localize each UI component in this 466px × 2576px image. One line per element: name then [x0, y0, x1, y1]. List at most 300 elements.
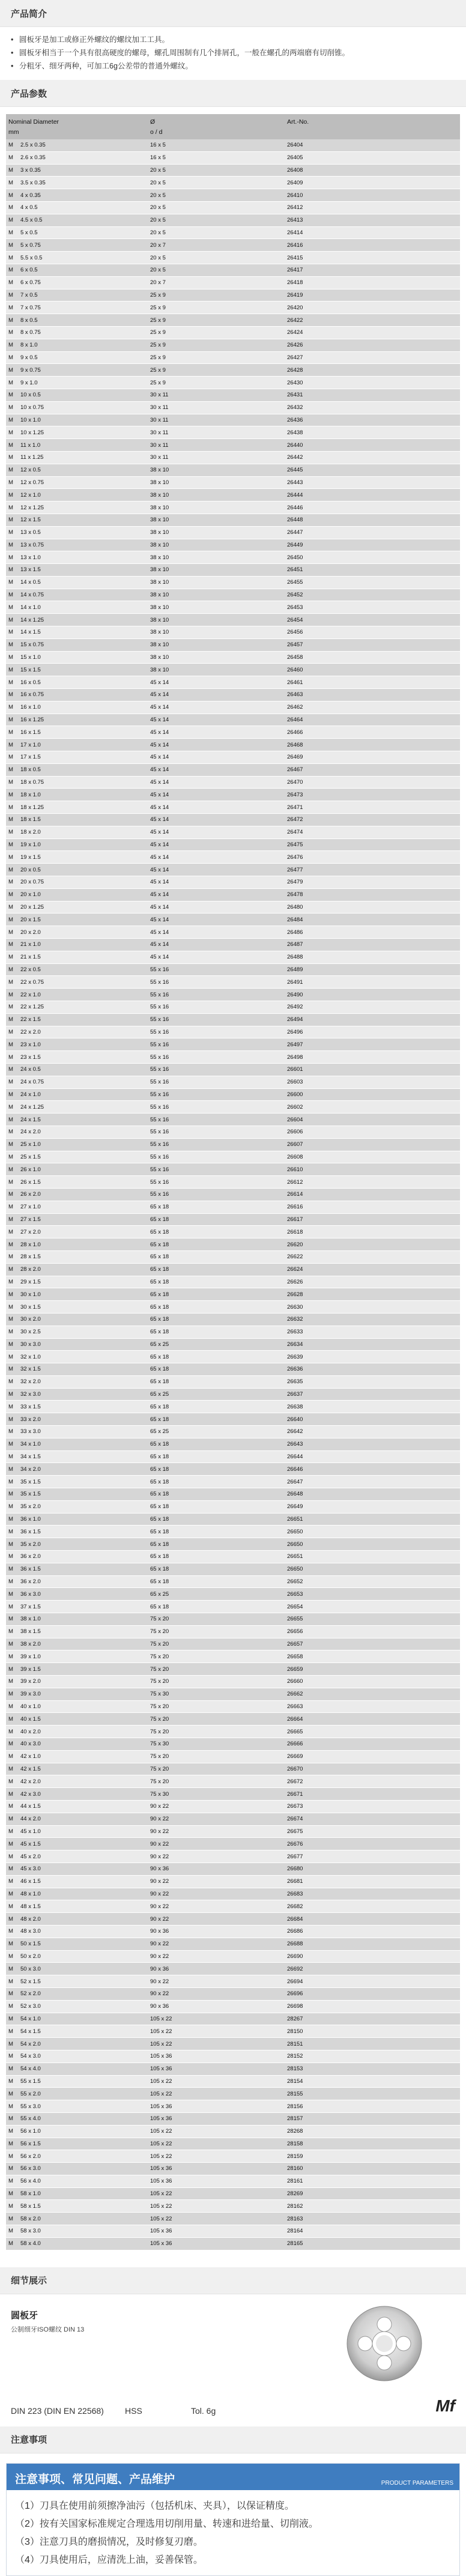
cell-od: 90 x 22 — [150, 1941, 169, 1948]
cell-art-no: 26474 — [287, 829, 303, 836]
cell-od: 90 x 22 — [150, 1903, 169, 1910]
cell-od: 55 x 16 — [150, 1191, 169, 1198]
cell-thread-type: M — [8, 1578, 13, 1586]
col-header-dia-symbol: Ø — [150, 118, 156, 126]
section-title: 产品参数 — [11, 88, 47, 99]
cell-nominal-size: 54 x 1.5 — [20, 2028, 41, 2035]
cell-od: 65 x 18 — [150, 1204, 169, 1211]
cell-art-no: 26630 — [287, 1303, 303, 1311]
cell-art-no: 26418 — [287, 279, 303, 286]
cell-art-no: 26637 — [287, 1391, 303, 1398]
cell-od: 30 x 11 — [150, 429, 169, 436]
cell-thread-type: M — [8, 1228, 13, 1235]
table-row — [6, 214, 460, 227]
cell-nominal-size: 56 x 2.0 — [20, 2153, 41, 2160]
cell-od: 38 x 10 — [150, 467, 169, 474]
table-row — [6, 1089, 460, 1102]
cell-nominal-size: 32 x 3.0 — [20, 1391, 41, 1398]
table-row — [6, 1701, 460, 1714]
cell-od: 65 x 18 — [150, 1553, 169, 1560]
cell-nominal-size: 34 x 2.0 — [20, 1465, 41, 1473]
cell-thread-type: M — [8, 1204, 13, 1211]
cell-art-no: 28154 — [287, 2077, 303, 2085]
table-row — [6, 1963, 460, 1975]
cell-art-no: 28159 — [287, 2153, 303, 2160]
cell-thread-type: M — [8, 679, 13, 686]
cell-art-no: 26470 — [287, 779, 303, 786]
cell-od: 90 x 22 — [150, 1953, 169, 1960]
cell-od: 45 x 14 — [150, 691, 169, 699]
notice-subtitle: PRODUCT PARAMETERS — [381, 2479, 453, 2487]
cell-thread-type: M — [8, 2077, 13, 2085]
cell-od: 90 x 36 — [150, 1965, 169, 1972]
cell-art-no: 26674 — [287, 1816, 303, 1823]
cell-nominal-size: 42 x 3.0 — [20, 1790, 41, 1798]
cell-thread-type: M — [8, 1341, 13, 1348]
cell-thread-type: M — [8, 1503, 13, 1511]
cell-thread-type: M — [8, 1166, 13, 1173]
table-row — [6, 1538, 460, 1551]
cell-thread-type: M — [8, 1840, 13, 1847]
cell-thread-type: M — [8, 779, 13, 786]
cell-nominal-size: 44 x 2.0 — [20, 1816, 41, 1823]
section-title: 产品简介 — [11, 8, 47, 19]
table-row — [6, 502, 460, 514]
cell-nominal-size: 35 x 2.0 — [20, 1541, 41, 1548]
cell-nominal-size: 27 x 2.0 — [20, 1228, 41, 1235]
cell-nominal-size: 24 x 2.0 — [20, 1129, 41, 1136]
table-row — [6, 964, 460, 977]
cell-thread-type: M — [8, 1978, 13, 1985]
cell-thread-type: M — [8, 2003, 13, 2010]
cell-nominal-size: 58 x 2.0 — [20, 2215, 41, 2222]
table-row — [6, 1888, 460, 1901]
cell-art-no: 26414 — [287, 229, 303, 236]
cell-art-no: 26472 — [287, 816, 303, 823]
cell-thread-type: M — [8, 1353, 13, 1360]
cell-nominal-size: 3.5 x 0.35 — [20, 179, 46, 186]
cell-thread-type: M — [8, 604, 13, 611]
cell-thread-type: M — [8, 991, 13, 998]
cell-art-no: 26468 — [287, 741, 303, 748]
cell-art-no: 26490 — [287, 991, 303, 998]
cell-od: 25 x 9 — [150, 366, 166, 374]
cell-nominal-size: 14 x 0.75 — [20, 592, 44, 599]
cell-thread-type: M — [8, 166, 13, 174]
col-header-od: o / d — [150, 129, 163, 136]
notice-item: （1）刀具在使用前须擦净油污（包括机床、夹具），以保证精度。 — [15, 2500, 294, 2511]
cell-nominal-size: 30 x 2.0 — [20, 1316, 41, 1323]
table-row — [6, 1551, 460, 1563]
table-row — [6, 1913, 460, 1926]
cell-nominal-size: 18 x 1.25 — [20, 804, 44, 811]
cell-thread-type: M — [8, 179, 13, 186]
cell-art-no: 26428 — [287, 366, 303, 374]
cell-od: 65 x 18 — [150, 1241, 169, 1248]
cell-nominal-size: 2.6 x 0.35 — [20, 154, 46, 162]
cell-thread-type: M — [8, 1890, 13, 1897]
cell-od: 105 x 36 — [150, 2103, 172, 2110]
cell-art-no: 28155 — [287, 2090, 303, 2097]
table-row — [6, 601, 460, 614]
table-row — [6, 277, 460, 289]
cell-od: 20 x 5 — [150, 179, 166, 186]
cell-od: 45 x 14 — [150, 841, 169, 849]
cell-thread-type: M — [8, 904, 13, 911]
cell-art-no: 26479 — [287, 879, 303, 886]
table-row — [6, 1613, 460, 1626]
cell-nominal-size: 14 x 1.0 — [20, 604, 41, 611]
cell-thread-type: M — [8, 1728, 13, 1735]
notice-body — [7, 2490, 459, 2575]
cell-art-no: 28150 — [287, 2028, 303, 2035]
cell-art-no: 26446 — [287, 504, 303, 511]
cell-thread-type: M — [8, 1878, 13, 1885]
cell-thread-type: M — [8, 1990, 13, 1998]
table-row — [6, 1401, 460, 1413]
cell-nominal-size: 32 x 1.5 — [20, 1366, 41, 1373]
cell-nominal-size: 14 x 1.5 — [20, 629, 41, 636]
table-row — [6, 914, 460, 926]
table-row — [6, 1201, 460, 1214]
table-row — [6, 1501, 460, 1514]
cell-art-no: 26646 — [287, 1465, 303, 1473]
cell-thread-type: M — [8, 2190, 13, 2198]
table-row — [6, 1688, 460, 1701]
section-header-detail — [0, 2267, 466, 2294]
cell-art-no: 26447 — [287, 529, 303, 536]
cell-thread-type: M — [8, 941, 13, 948]
param-table — [6, 114, 460, 2250]
cell-thread-type: M — [8, 579, 13, 586]
cell-nominal-size: 37 x 1.5 — [20, 1603, 41, 1610]
cell-nominal-size: 54 x 3.0 — [20, 2053, 41, 2060]
cell-thread-type: M — [8, 1366, 13, 1373]
cell-thread-type: M — [8, 916, 13, 923]
cell-od: 45 x 14 — [150, 816, 169, 823]
cell-od: 20 x 5 — [150, 166, 166, 174]
cell-nominal-size: 33 x 3.0 — [20, 1428, 41, 1435]
intro-item-text: 圆板牙相当于一个具有很高硬度的螺母，螺孔周围制有几个排屑孔，一般在螺孔的两端磨有切削锥。 — [19, 49, 350, 57]
table-row — [6, 1438, 460, 1451]
cell-thread-type: M — [8, 766, 13, 774]
section-header-params — [0, 80, 466, 107]
cell-od: 65 x 18 — [150, 1278, 169, 1285]
cell-od: 105 x 36 — [150, 2065, 172, 2073]
cell-od: 65 x 18 — [150, 1465, 169, 1473]
table-row — [6, 1676, 460, 1688]
cell-nominal-size: 20 x 0.5 — [20, 866, 41, 873]
cell-thread-type: M — [8, 491, 13, 499]
cell-nominal-size: 11 x 1.0 — [20, 441, 41, 449]
cell-thread-type: M — [8, 2128, 13, 2135]
cell-thread-type: M — [8, 1066, 13, 1073]
cell-od: 45 x 14 — [150, 717, 169, 724]
cell-art-no: 26413 — [287, 217, 303, 224]
cell-nominal-size: 7 x 0.75 — [20, 304, 41, 311]
cell-art-no: 26494 — [287, 1016, 303, 1023]
cell-art-no: 26660 — [287, 1678, 303, 1685]
cell-art-no: 26430 — [287, 379, 303, 386]
table-row — [6, 589, 460, 602]
cell-od: 38 x 10 — [150, 579, 169, 586]
cell-nominal-size: 16 x 0.5 — [20, 679, 41, 686]
table-row — [6, 702, 460, 714]
cell-od: 55 x 16 — [150, 1153, 169, 1160]
cell-nominal-size: 20 x 1.5 — [20, 916, 41, 923]
table-row — [6, 2150, 460, 2163]
cell-nominal-size: 56 x 3.0 — [20, 2165, 41, 2172]
notice-box — [6, 2463, 460, 2576]
cell-od: 65 x 18 — [150, 1329, 169, 1336]
table-row — [6, 352, 460, 365]
cell-thread-type: M — [8, 291, 13, 299]
cell-art-no: 28162 — [287, 2202, 303, 2210]
cell-thread-type: M — [8, 1153, 13, 1160]
cell-thread-type: M — [8, 1278, 13, 1285]
cell-nominal-size: 36 x 3.0 — [20, 1590, 41, 1598]
cell-od: 105 x 22 — [150, 2077, 172, 2085]
cell-art-no: 26644 — [287, 1453, 303, 1461]
cell-nominal-size: 24 x 0.75 — [20, 1079, 44, 1086]
cell-od: 105 x 36 — [150, 2228, 172, 2235]
cell-nominal-size: 38 x 2.0 — [20, 1641, 41, 1648]
cell-nominal-size: 39 x 1.5 — [20, 1665, 41, 1673]
cell-od: 25 x 9 — [150, 317, 166, 324]
cell-art-no: 26451 — [287, 566, 303, 574]
cell-thread-type: M — [8, 2015, 13, 2022]
table-row — [6, 689, 460, 702]
cell-od: 38 x 10 — [150, 592, 169, 599]
cell-od: 105 x 22 — [150, 2028, 172, 2035]
cell-od: 45 x 14 — [150, 754, 169, 761]
table-row — [6, 1301, 460, 1314]
cell-od: 90 x 36 — [150, 2003, 169, 2010]
table-row — [6, 1276, 460, 1289]
cell-od: 65 x 18 — [150, 1403, 169, 1410]
table-row — [6, 751, 460, 764]
cell-od: 105 x 22 — [150, 2128, 172, 2135]
cell-nominal-size: 22 x 1.5 — [20, 1016, 41, 1023]
cell-art-no: 26416 — [287, 241, 303, 249]
table-row — [6, 1288, 460, 1301]
cell-nominal-size: 8 x 1.0 — [20, 342, 38, 349]
cell-thread-type: M — [8, 1628, 13, 1635]
product-name: 圆板牙 — [11, 2310, 38, 2321]
cell-thread-type: M — [8, 2240, 13, 2247]
section-title: 细节展示 — [11, 2276, 47, 2287]
cell-od: 105 x 22 — [150, 2040, 172, 2047]
cell-od: 65 x 25 — [150, 1391, 169, 1398]
cell-thread-type: M — [8, 329, 13, 336]
cell-art-no: 26454 — [287, 616, 303, 623]
table-row — [6, 2001, 460, 2013]
cell-art-no: 26464 — [287, 717, 303, 724]
table-row — [6, 1813, 460, 1826]
cell-thread-type: M — [8, 841, 13, 849]
table-row — [6, 1638, 460, 1651]
cell-nominal-size: 39 x 3.0 — [20, 1691, 41, 1698]
cell-art-no: 26616 — [287, 1204, 303, 1211]
cell-thread-type: M — [8, 1790, 13, 1798]
cell-thread-type: M — [8, 504, 13, 511]
cell-art-no: 26671 — [287, 1790, 303, 1798]
cell-nominal-size: 24 x 1.25 — [20, 1103, 44, 1111]
cell-od: 65 x 18 — [150, 1303, 169, 1311]
cell-nominal-size: 32 x 1.0 — [20, 1353, 41, 1360]
cell-thread-type: M — [8, 1965, 13, 1972]
cell-thread-type: M — [8, 554, 13, 561]
cell-nominal-size: 32 x 2.0 — [20, 1378, 41, 1386]
cell-art-no: 26432 — [287, 404, 303, 411]
cell-art-no: 26488 — [287, 954, 303, 961]
cell-od: 25 x 9 — [150, 342, 166, 349]
table-row — [6, 152, 460, 165]
cell-nominal-size: 6 x 0.75 — [20, 279, 41, 286]
cell-art-no: 28160 — [287, 2165, 303, 2172]
cell-nominal-size: 20 x 1.0 — [20, 891, 41, 899]
table-row — [6, 714, 460, 727]
cell-art-no: 26461 — [287, 679, 303, 686]
cell-art-no: 28164 — [287, 2228, 303, 2235]
cell-nominal-size: 18 x 1.0 — [20, 791, 41, 798]
cell-od: 38 x 10 — [150, 666, 169, 673]
cell-nominal-size: 35 x 1.5 — [20, 1478, 41, 1485]
cell-thread-type: M — [8, 741, 13, 748]
table-row — [6, 2013, 460, 2026]
cell-art-no: 26649 — [287, 1503, 303, 1511]
cell-nominal-size: 48 x 1.5 — [20, 1903, 41, 1910]
table-row — [6, 402, 460, 414]
cell-thread-type: M — [8, 1041, 13, 1048]
cell-thread-type: M — [8, 666, 13, 673]
table-row — [6, 1189, 460, 1201]
cell-od: 55 x 16 — [150, 1178, 169, 1186]
cell-od: 105 x 22 — [150, 2090, 172, 2097]
cell-thread-type: M — [8, 1129, 13, 1136]
cell-art-no: 26427 — [287, 354, 303, 361]
cell-od: 65 x 18 — [150, 1516, 169, 1523]
cell-od: 16 x 5 — [150, 142, 166, 149]
cell-thread-type: M — [8, 1566, 13, 1573]
table-row — [6, 1114, 460, 1126]
cell-od: 75 x 30 — [150, 1691, 169, 1698]
cell-art-no: 26676 — [287, 1840, 303, 1847]
cell-thread-type: M — [8, 978, 13, 986]
table-row — [6, 764, 460, 777]
table-row — [6, 1214, 460, 1226]
cell-thread-type: M — [8, 1641, 13, 1648]
cell-thread-type: M — [8, 429, 13, 436]
notice-item: （4）刀具使用后，应清洗上油，妥善保管。 — [15, 2554, 203, 2565]
cell-od: 20 x 5 — [150, 267, 166, 274]
table-row — [6, 1826, 460, 1838]
table-row — [6, 839, 460, 852]
cell-thread-type: M — [8, 1491, 13, 1498]
cell-art-no: 26655 — [287, 1616, 303, 1623]
cell-od: 90 x 22 — [150, 1890, 169, 1897]
cell-od: 16 x 5 — [150, 154, 166, 162]
cell-nominal-size: 55 x 1.5 — [20, 2077, 41, 2085]
cell-art-no: 26680 — [287, 1865, 303, 1873]
cell-od: 45 x 14 — [150, 954, 169, 961]
cell-art-no: 26607 — [287, 1141, 303, 1148]
table-row — [6, 2063, 460, 2076]
cell-nominal-size: 30 x 3.0 — [20, 1341, 41, 1348]
cell-od: 55 x 16 — [150, 1141, 169, 1148]
table-row — [6, 227, 460, 240]
cell-od: 55 x 16 — [150, 978, 169, 986]
cell-od: 65 x 18 — [150, 1541, 169, 1548]
cell-art-no: 26467 — [287, 766, 303, 774]
table-row — [6, 1738, 460, 1751]
cell-art-no: 26648 — [287, 1491, 303, 1498]
cell-art-no: 26628 — [287, 1291, 303, 1298]
cell-od: 65 x 18 — [150, 1491, 169, 1498]
cell-nominal-size: 10 x 0.5 — [20, 392, 41, 399]
cell-od: 55 x 16 — [150, 1016, 169, 1023]
cell-art-no: 26420 — [287, 304, 303, 311]
cell-art-no: 26480 — [287, 904, 303, 911]
intro-item — [11, 46, 455, 59]
cell-nominal-size: 50 x 1.5 — [20, 1941, 41, 1948]
cell-art-no: 26424 — [287, 329, 303, 336]
cell-art-no: 26601 — [287, 1066, 303, 1073]
cell-od: 90 x 22 — [150, 1915, 169, 1923]
cell-nominal-size: 22 x 2.0 — [20, 1028, 41, 1035]
cell-thread-type: M — [8, 342, 13, 349]
cell-nominal-size: 8 x 0.75 — [20, 329, 41, 336]
cell-thread-type: M — [8, 1778, 13, 1785]
cell-od: 105 x 22 — [150, 2202, 172, 2210]
cell-od: 65 x 25 — [150, 1341, 169, 1348]
cell-thread-type: M — [8, 1303, 13, 1311]
cell-od: 45 x 14 — [150, 804, 169, 811]
cell-art-no: 26466 — [287, 729, 303, 736]
cell-od: 90 x 22 — [150, 1978, 169, 1985]
cell-thread-type: M — [8, 2028, 13, 2035]
table-row — [6, 1838, 460, 1850]
cell-od: 75 x 30 — [150, 1741, 169, 1748]
cell-art-no: 26696 — [287, 1990, 303, 1998]
cell-od: 55 x 16 — [150, 1129, 169, 1136]
cell-art-no: 26672 — [287, 1778, 303, 1785]
cell-art-no: 26682 — [287, 1903, 303, 1910]
table-row — [6, 889, 460, 902]
cell-thread-type: M — [8, 1603, 13, 1610]
cell-nominal-size: 14 x 1.25 — [20, 616, 44, 623]
cell-od: 75 x 20 — [150, 1753, 169, 1760]
table-row — [6, 389, 460, 402]
cell-nominal-size: 56 x 1.0 — [20, 2128, 41, 2135]
table-row — [6, 2238, 460, 2250]
cell-thread-type: M — [8, 1141, 13, 1148]
cell-nominal-size: 18 x 2.0 — [20, 829, 41, 836]
cell-od: 55 x 16 — [150, 1004, 169, 1011]
cell-nominal-size: 44 x 1.5 — [20, 1803, 41, 1810]
cell-art-no: 26636 — [287, 1366, 303, 1373]
cell-nominal-size: 18 x 1.5 — [20, 816, 41, 823]
table-row — [6, 189, 460, 202]
table-row — [6, 527, 460, 539]
cell-art-no: 26452 — [287, 592, 303, 599]
cell-od: 45 x 14 — [150, 866, 169, 873]
table-row — [6, 1376, 460, 1389]
table-row — [6, 2038, 460, 2050]
cell-od: 55 x 16 — [150, 1041, 169, 1048]
cell-art-no: 28157 — [287, 2115, 303, 2123]
cell-od: 38 x 10 — [150, 479, 169, 486]
